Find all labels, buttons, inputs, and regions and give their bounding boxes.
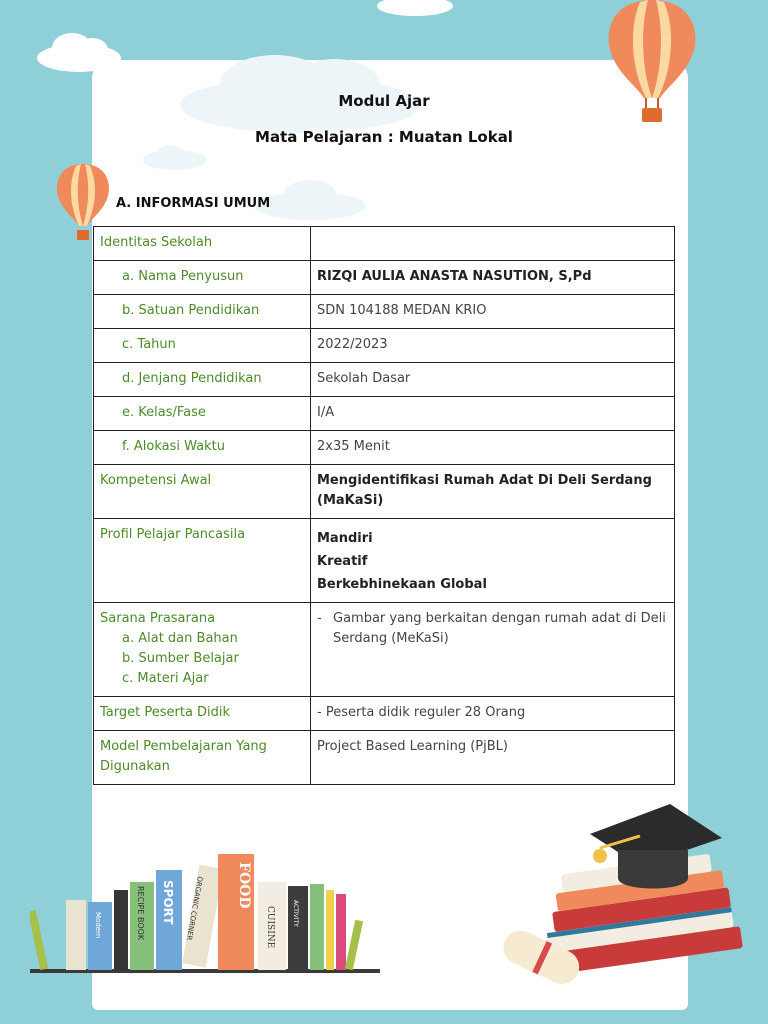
row-value: 2x35 Menit xyxy=(311,431,675,465)
profil-item: Kreatif xyxy=(317,554,368,569)
identitas-label: Identitas Sekolah xyxy=(94,227,311,261)
target-label: Target Peserta Didik xyxy=(94,697,311,731)
table-row xyxy=(94,397,675,431)
sarana-value-cell xyxy=(311,603,675,697)
cloud-top xyxy=(175,45,425,135)
table-row xyxy=(94,697,675,731)
row-label: d. Jenjang Pendidikan xyxy=(94,363,311,397)
book-spine: Modern xyxy=(94,912,102,939)
table-row xyxy=(94,295,675,329)
row-value: 2022/2023 xyxy=(311,329,675,363)
row-value: SDN 104188 MEDAN KRIO xyxy=(311,295,675,329)
sarana-dash: - xyxy=(317,611,322,626)
model-value: Project Based Learning (PjBL) xyxy=(311,731,675,785)
sarana-label-cell xyxy=(94,603,311,697)
sarana-value: Gambar yang berkaitan dengan rumah adat di Deli Serdang (MeKaSi) xyxy=(333,611,666,646)
book-spine: RECIPE BOOK xyxy=(136,886,145,941)
table-row xyxy=(94,465,675,519)
section-heading: A. INFORMASI UMUM xyxy=(116,196,271,211)
target-value: - Peserta didik reguler 28 Orang xyxy=(311,697,675,731)
sarana-label: Sarana Prasarana xyxy=(100,611,216,626)
profil-label: Profil Pelajar Pancasila xyxy=(94,519,311,603)
cloud-mid xyxy=(140,144,210,172)
table-row xyxy=(94,363,675,397)
sarana-subitem: a. Alat dan Bahan xyxy=(122,631,238,646)
book-spine: CUISINE xyxy=(265,906,275,949)
info-table xyxy=(93,226,675,785)
book-spine: FOOD xyxy=(236,862,252,909)
sarana-subitem: b. Sumber Belajar xyxy=(122,651,239,666)
cloud-left xyxy=(34,28,124,74)
sarana-subitem: c. Materi Ajar xyxy=(122,671,209,686)
profil-values xyxy=(311,519,675,603)
row-label: a. Nama Penyusun xyxy=(94,261,311,295)
graduation-cap-icon xyxy=(500,800,768,1000)
table-row xyxy=(94,731,675,785)
table-row xyxy=(94,603,675,697)
row-value: RIZQI AULIA ANASTA NASUTION, S,Pd xyxy=(311,261,675,295)
table-row xyxy=(94,329,675,363)
kompetensi-label: Kompetensi Awal xyxy=(94,465,311,519)
profil-item: Mandiri xyxy=(317,531,373,546)
book-spine: ACTIVITY xyxy=(292,900,299,927)
row-label: c. Tahun xyxy=(94,329,311,363)
row-value: I/A xyxy=(311,397,675,431)
row-label: e. Kelas/Fase xyxy=(94,397,311,431)
books-illustration xyxy=(30,850,390,975)
profil-item: Berkebhinekaan Global xyxy=(317,577,487,592)
table-row xyxy=(94,227,675,261)
model-label: Model Pembelajaran Yang Digunakan xyxy=(94,731,311,785)
identitas-value xyxy=(311,227,675,261)
kompetensi-value: Mengidentifikasi Rumah Adat Di Deli Serdang (MaKaSi) xyxy=(311,465,675,519)
module-title: Modul Ajar xyxy=(338,92,430,110)
module-subtitle: Mata Pelajaran : Muatan Lokal xyxy=(255,128,513,146)
table-row xyxy=(94,261,675,295)
table-row xyxy=(94,519,675,603)
table-row xyxy=(94,431,675,465)
row-value: Sekolah Dasar xyxy=(311,363,675,397)
cloud-top-right xyxy=(375,0,455,16)
book-spine: SPORT xyxy=(161,880,175,925)
row-label: b. Satuan Pendidikan xyxy=(94,295,311,329)
row-label: f. Alokasi Waktu xyxy=(94,431,311,465)
book-spine: ORGANIC CORNER xyxy=(184,875,204,941)
